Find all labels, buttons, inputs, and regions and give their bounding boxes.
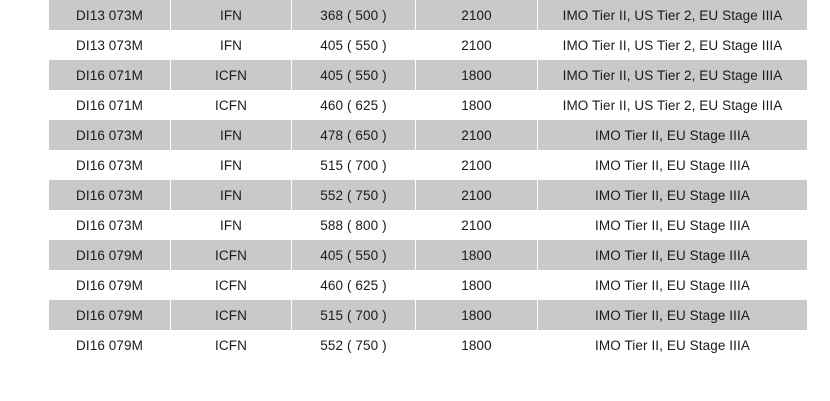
table-row: [49, 150, 808, 180]
table-row: [49, 60, 808, 90]
table-cell: 2100: [416, 30, 538, 60]
table-cell: IMO Tier II, US Tier 2, EU Stage IIIA: [538, 0, 808, 30]
table-cell: IFN: [171, 150, 292, 180]
table-cell: 368 ( 500 ): [292, 0, 416, 30]
table-cell: 588 ( 800 ): [292, 210, 416, 240]
table-cell: 1800: [416, 300, 538, 330]
table-cell: 2100: [416, 0, 538, 30]
table-cell: IFN: [171, 0, 292, 30]
table-cell: 2100: [416, 150, 538, 180]
table-cell: DI16 073M: [49, 150, 171, 180]
table-cell: ICFN: [171, 240, 292, 270]
table-cell: DI16 079M: [49, 240, 171, 270]
table-row: [49, 300, 808, 330]
table-row: [49, 30, 808, 60]
table-cell: ICFN: [171, 60, 292, 90]
table-cell: 2100: [416, 120, 538, 150]
table-cell: ICFN: [171, 300, 292, 330]
table-cell: IMO Tier II, EU Stage IIIA: [538, 270, 808, 300]
table-cell: 552 ( 750 ): [292, 180, 416, 210]
table-cell: IMO Tier II, EU Stage IIIA: [538, 210, 808, 240]
table-cell: 515 ( 700 ): [292, 300, 416, 330]
table-row: [49, 270, 808, 300]
engine-specification-table: [48, 0, 808, 360]
table-cell: 460 ( 625 ): [292, 270, 416, 300]
table-cell: 1800: [416, 90, 538, 120]
table-cell: IMO Tier II, EU Stage IIIA: [538, 330, 808, 360]
table-row: [49, 120, 808, 150]
table-cell: IMO Tier II, US Tier 2, EU Stage IIIA: [538, 30, 808, 60]
table-cell: IMO Tier II, US Tier 2, EU Stage IIIA: [538, 90, 808, 120]
table-cell: IMO Tier II, EU Stage IIIA: [538, 240, 808, 270]
table-cell: IFN: [171, 30, 292, 60]
table-cell: ICFN: [171, 330, 292, 360]
table-cell: DI16 079M: [49, 330, 171, 360]
table-cell: IMO Tier II, EU Stage IIIA: [538, 150, 808, 180]
table-cell: DI16 073M: [49, 180, 171, 210]
table-cell: DI16 073M: [49, 210, 171, 240]
table-row: [49, 90, 808, 120]
table-cell: 552 ( 750 ): [292, 330, 416, 360]
table-cell: 2100: [416, 180, 538, 210]
table-cell: 1800: [416, 330, 538, 360]
table-body: [49, 0, 808, 360]
table-cell: 405 ( 550 ): [292, 30, 416, 60]
table-row: [49, 240, 808, 270]
table-cell: 2100: [416, 210, 538, 240]
table-cell: 1800: [416, 240, 538, 270]
table-cell: 405 ( 550 ): [292, 240, 416, 270]
table-cell: IMO Tier II, EU Stage IIIA: [538, 300, 808, 330]
table-cell: DI16 079M: [49, 270, 171, 300]
table-cell: IMO Tier II, EU Stage IIIA: [538, 120, 808, 150]
table-row: [49, 180, 808, 210]
table-cell: 405 ( 550 ): [292, 60, 416, 90]
table-cell: DI13 073M: [49, 0, 171, 30]
table-cell: 460 ( 625 ): [292, 90, 416, 120]
table-cell: ICFN: [171, 270, 292, 300]
table-cell: DI16 073M: [49, 120, 171, 150]
table-cell: IFN: [171, 120, 292, 150]
table-cell: DI16 071M: [49, 60, 171, 90]
table-cell: 478 ( 650 ): [292, 120, 416, 150]
table-cell: 515 ( 700 ): [292, 150, 416, 180]
table-cell: DI13 073M: [49, 30, 171, 60]
table-row: [49, 330, 808, 360]
table-cell: IFN: [171, 180, 292, 210]
table-cell: DI16 071M: [49, 90, 171, 120]
table-cell: ICFN: [171, 90, 292, 120]
table-cell: DI16 079M: [49, 300, 171, 330]
table-cell: 1800: [416, 270, 538, 300]
table-cell: 1800: [416, 60, 538, 90]
table-cell: IFN: [171, 210, 292, 240]
table-cell: IMO Tier II, EU Stage IIIA: [538, 180, 808, 210]
table-row: [49, 0, 808, 30]
table-cell: IMO Tier II, US Tier 2, EU Stage IIIA: [538, 60, 808, 90]
table-row: [49, 210, 808, 240]
